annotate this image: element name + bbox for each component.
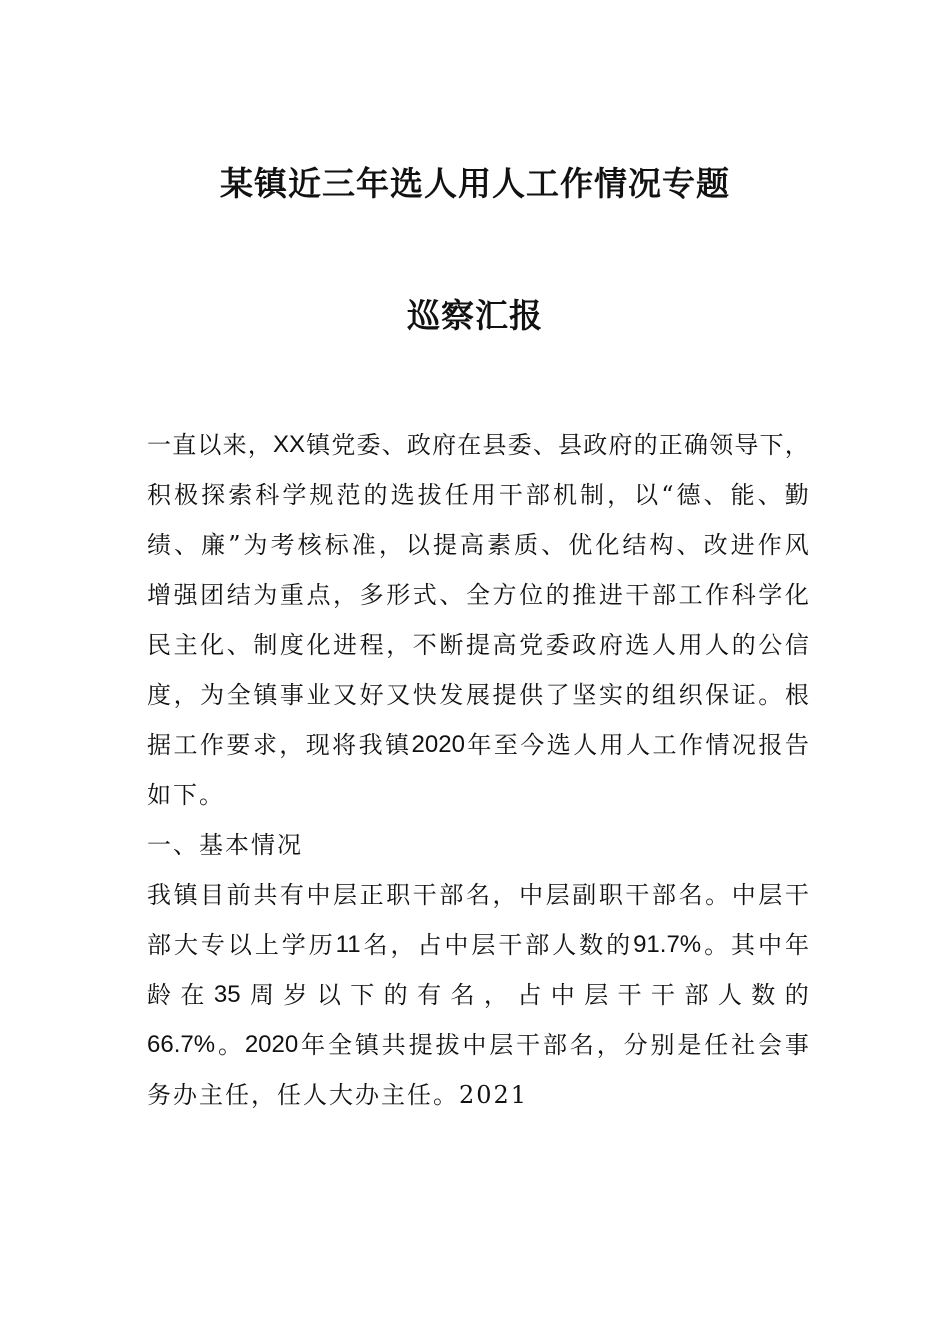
paragraph-line: 据 工 作 要 求 ， 现 将 我 镇 2020 年 至 今 选 人 用 人 工 作 情 况 报 告 [147, 731, 809, 759]
paragraph-line: 一 直 以 来 ， XX 镇 党 委 、 政 府 在 县 委 、 县 政 府 的 正 确 领 导 下 ， [147, 431, 809, 459]
paragraph-line: 民 主 化 、 制 度 化 进 程 ， 不 断 提 高 党 委 政 府 选 人 用 人 的 公 信 [147, 631, 809, 659]
paragraph-line: 我 镇 目 前 共 有 中 层 正 职 干 部 名 ， 中 层 副 职 干 部 名 。 中 层 干 [147, 881, 809, 909]
paragraph-line: 度 ， 为 全 镇 事 业 又 好 又 快 发 展 提 供 了 坚 实 的 组 织 保 证 。 根 [147, 681, 809, 709]
document-title-line-1: 某镇近三年选人用人工作情况专题 [220, 164, 730, 203]
section-heading: 一、基本情况 [147, 831, 303, 859]
paragraph-line: 如下。 [147, 781, 225, 809]
paragraph-line: 龄 在 35 周 岁 以 下 的 有 名 ， 占 中 层 干 干 部 人 数 的 [147, 981, 809, 1009]
paragraph-line: 66.7% 。 2020 年 全 镇 共 提 拔 中 层 干 部 名 ， 分 别 是 任 社 会 事 [147, 1031, 809, 1059]
paragraph-line: 部 大 专 以 上 学 历 11 名 ， 占 中 层 干 部 人 数 的 91.7% 。 其 中 年 [147, 931, 809, 959]
document-body [147, 420, 809, 1120]
paragraph-line: 增 强 团 结 为 重 点 ， 多 形 式 、 全 方 位 的 推 进 干 部 工 作 科 学 化 [147, 581, 809, 609]
paragraph-line: 绩 、 廉 ” 为 考 核 标 准 ， 以 提 高 素 质 、 优 化 结 构 、 改 进 作 风 [147, 531, 809, 559]
paragraph-line: 务办主任，任人大办主任。2021 [147, 1081, 529, 1109]
document-title-line-2: 巡察汇报 [407, 296, 543, 335]
paragraph-line: 积 极 探 索 科 学 规 范 的 选 拔 任 用 干 部 机 制 ， 以 “ 德 、 能 、 勤 [147, 481, 809, 509]
